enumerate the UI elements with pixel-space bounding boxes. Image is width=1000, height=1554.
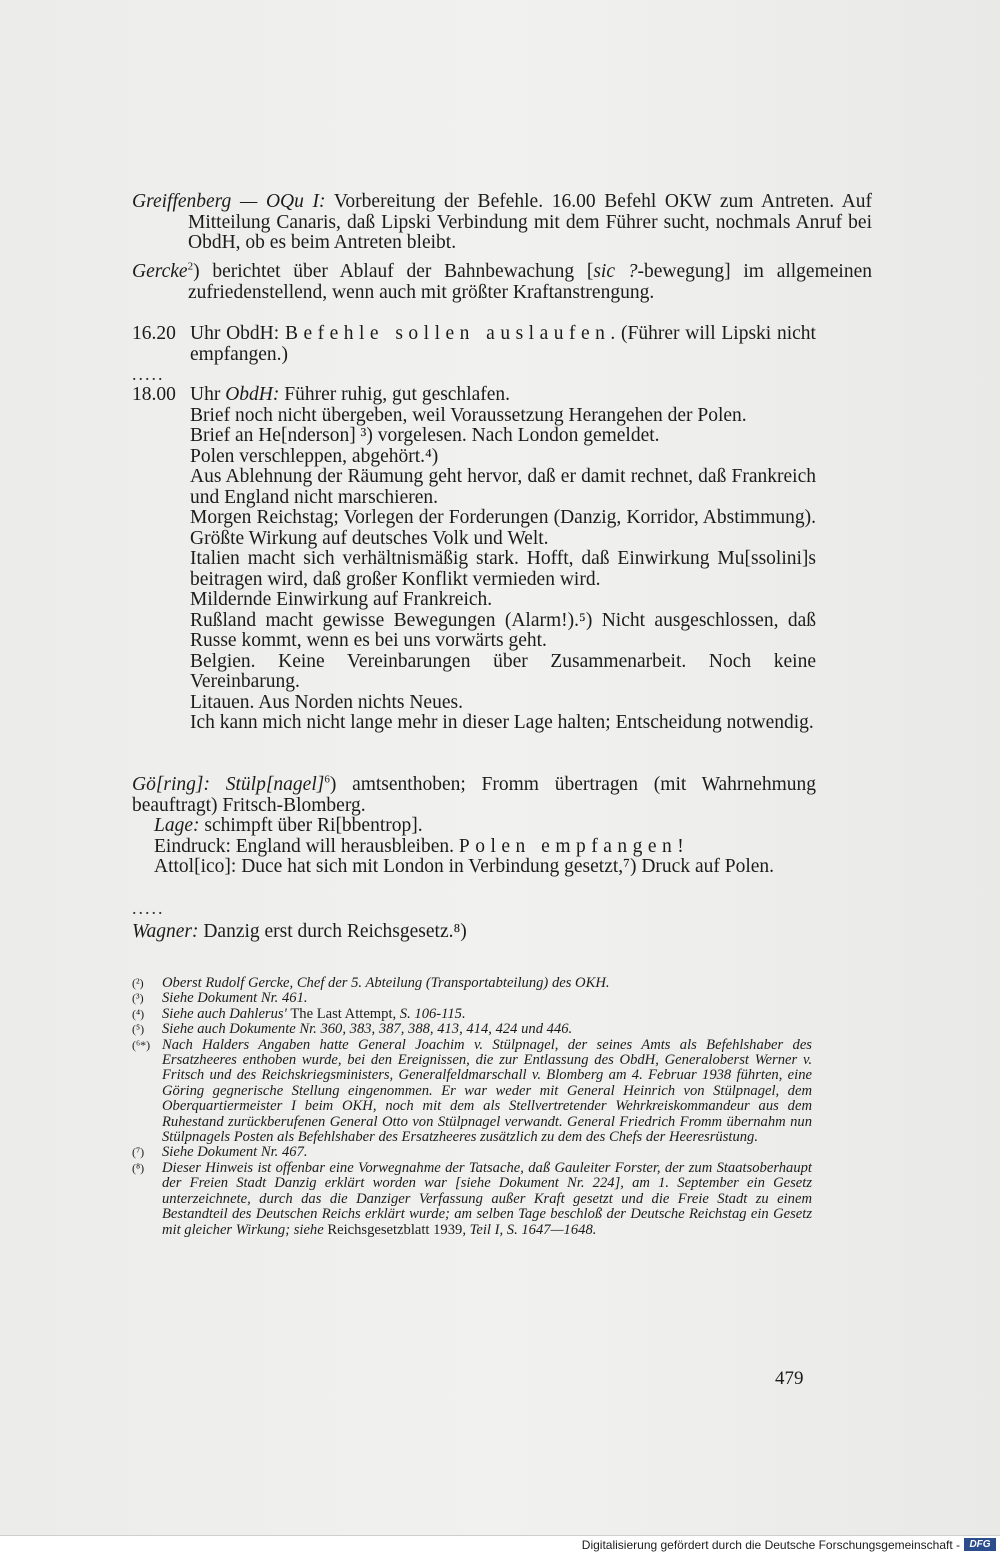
entry-line: Polen verschleppen, abgehört.⁴): [190, 445, 439, 467]
entry-line: Ich kann mich nicht lange mehr in dieser Lage halten; Entscheidung notwendig.: [190, 712, 814, 733]
entry-line: Rußland macht gewisse Bewegungen (Alarm!).⁵) Nicht ausgeschlossen, daß Russe kommt, wenn es bei uns vorwärts geht.: [190, 609, 816, 651]
footnote-title: Reichsgesetzblatt 1939: [327, 1221, 463, 1238]
entry-text: Führer ruhig, gut geschlafen.: [279, 384, 511, 405]
footnote: [132, 1022, 812, 1037]
entry-gercke: [132, 262, 872, 303]
spaced-text: Befehle sollen auslaufen: [284, 323, 611, 344]
footnote-number: (⁶*): [132, 1037, 151, 1052]
entry-text: -bewegung] im allgemeinen zufriedenstellend, wenn auch mit größter Kraftanstrengung.: [188, 261, 872, 303]
speaker-label: Greiffenberg — OQu I:: [132, 191, 326, 212]
entry-lead: Uhr: [190, 384, 226, 405]
entry-line: Brief an He[nderson] ³) vorgelesen. Nach London gemeldet.: [190, 425, 660, 446]
page-number: 479: [775, 1368, 804, 1389]
spaced-text: Polen empfangen!: [458, 835, 690, 857]
footnote-text: Siehe Dokument Nr. 461.: [162, 990, 308, 1007]
ellipsis-divider: .....: [132, 898, 165, 918]
footnote: [132, 1007, 812, 1022]
entry-lines: [132, 406, 816, 734]
footnote: [132, 1145, 812, 1160]
footnote-number: (⁴): [132, 1006, 145, 1021]
footnote-text: Oberst Rudolf Gercke, Chef der 5. Abteilung (Transportabteilung) des OKH.: [162, 975, 610, 991]
footnote-number: (⁸): [132, 1160, 145, 1175]
speaker-label: Gö[ring]: Stülp[nagel]: [132, 774, 325, 795]
speaker-label: Wagner:: [132, 921, 199, 942]
entry-text: . (Führer will Lipski nicht empfangen.): [190, 323, 816, 365]
lage-label: Lage:: [154, 815, 200, 836]
footer-bar: [0, 1535, 1000, 1554]
footnote-text: Nach Halders Angaben hatte General Joachim v. Stülpnagel, der seines Amts als Befehlshaber des Ersatzheeres enthoben wurde, bei den Ereignissen, die zur Entlassung des ObdH, Generaloberst Werner v. Fritsch und des Reichskriegsministers, Generalfeldmarschall v. Blomberg am 4. Februar 1938 führten, eine Göring gegnerische Stellung eingenommen. Er war weder mit General Heinrich von Stülpnagel, dem Oberquartiermeister I beim OKH, noch mit dem als Stellvertretender Wehrkreiskommandeur aus dem Ruhestand zurückberufenen General Otto von Stülpnagel verwandt. General Friedrich Fromm übernahm nun Stülpnagels Posten als Befehlshaber des Ersatzheeres zusätzlich zu dem des Chefs der Heeresrüstung.: [162, 1036, 812, 1146]
speaker-label: ObdH:: [225, 384, 280, 405]
footnote-title: The Last Attempt: [290, 1005, 393, 1022]
speaker-label: Gercke: [132, 261, 188, 282]
entry-text: ) berichtet über Ablauf der Bahnbewachung [: [193, 261, 594, 282]
footnotes: [132, 976, 812, 1238]
entry-text: ) amtsenthoben; Fromm übertragen (mit Wahrnehmung beauftragt) Fritsch-Blomberg.: [132, 774, 816, 816]
footnote-text: Siehe Dokument Nr. 467.: [162, 1144, 308, 1161]
attolico-text: Attol[ico]: Duce hat sich mit London in Verbindung gesetzt,⁷) Druck auf Polen.: [154, 856, 775, 877]
eindruck-text: Eindruck: England will herausbleiben.: [154, 835, 459, 857]
footnote-text: Dieser Hinweis ist offenbar eine Vorwegnahme der Tatsache, daß Gauleiter Forster, der zum Staatsoberhaupt der Freien Stadt Danzig erklärt worden war [siehe Dokument Nr. 224], am 1. September ein Gesetz unterzeichnete, durch das die Danziger Verfassung außer Kraft gesetzt und die Freie Stadt zu einem Bestandteil des Deutschen Reichs erklärt wurde; am selben Tage beschloß der Deutsche Reichstag ein Gesetz mit gleicher Wirkung; siehe: [162, 1159, 812, 1238]
footnote-number: (⁵): [132, 1022, 145, 1037]
footer-credit: Digitalisierung gefördert durch die Deutsche Forschungsgemeinschaft -: [581, 1538, 960, 1552]
entry-1800: [132, 385, 816, 734]
entry-1620: [132, 324, 816, 365]
entry-line: Aus Ablehnung der Räumung geht hervor, daß er damit rechnet, daß Frankreich und England nicht marschieren.: [190, 466, 816, 508]
entry-text: Danzig erst durch Reichsgesetz.⁸): [198, 921, 467, 942]
footnote-number: (⁷): [132, 1145, 145, 1160]
footnote-number: (²): [132, 976, 144, 990]
footnote-text: , S. 106-115.: [392, 1005, 466, 1022]
entry-text: Vorbereitung der Befehle. 16.00 Befehl OKW zum Antreten. Auf Mitteilung Canaris, daß Lipski Verbindung mit dem Führer sucht, nochmals Anruf bei ObdH, ob es beim Antreten bleibt.: [188, 191, 873, 253]
entry-lead: Uhr ObdH:: [190, 323, 285, 344]
footnote-text: Siehe auch Dokumente Nr. 360, 383, 387, 388, 413, 414, 424 und 446.: [162, 1021, 573, 1038]
dfg-logo[interactable]: DFG: [964, 1538, 996, 1551]
sic-note: sic ?: [593, 261, 638, 282]
footnote: [132, 1038, 812, 1146]
entry-line: Morgen Reichstag; Vorlegen der Forderungen (Danzig, Korridor, Abstimmung). Größte Wirkung auf deutsches Volk und Welt.: [190, 507, 816, 549]
footnote-number: (³): [132, 991, 144, 1006]
time-label: 18.00: [132, 384, 176, 405]
footnote: [132, 991, 812, 1006]
footnote-text: , Teil I, S. 1647—1648.: [462, 1221, 597, 1238]
ellipsis-divider: .....: [132, 364, 165, 384]
entry-greiffenberg: [132, 192, 872, 254]
entry-line: Litauen. Aus Norden nichts Neues.: [190, 691, 463, 713]
entry-line: Mildernde Einwirkung auf Frankreich.: [190, 589, 493, 610]
time-label: 16.20: [132, 323, 176, 344]
footnote: [132, 976, 812, 991]
footnote: [132, 1161, 812, 1238]
entry-goering: [132, 775, 816, 878]
footnote-ref: 2: [187, 260, 194, 273]
footnote-ref: 6: [324, 773, 330, 786]
footnote-text: Siehe auch Dahlerus': [162, 1005, 291, 1022]
lage-text: schimpft über Ri[bbentrop].: [199, 815, 423, 836]
entry-line: Belgien. Keine Vereinbarungen über Zusammenarbeit. Noch keine Vereinbarung.: [190, 650, 816, 692]
entry-line: Italien macht sich verhältnismäßig stark. Hofft, daß Einwirkung Mu[ssolini]s beitragen wird, daß großer Konflikt vermieden wird.: [190, 548, 816, 590]
entry-line: Brief noch nicht übergeben, weil Voraussetzung Herangehen der Polen.: [190, 404, 747, 426]
entry-wagner: [132, 922, 816, 943]
